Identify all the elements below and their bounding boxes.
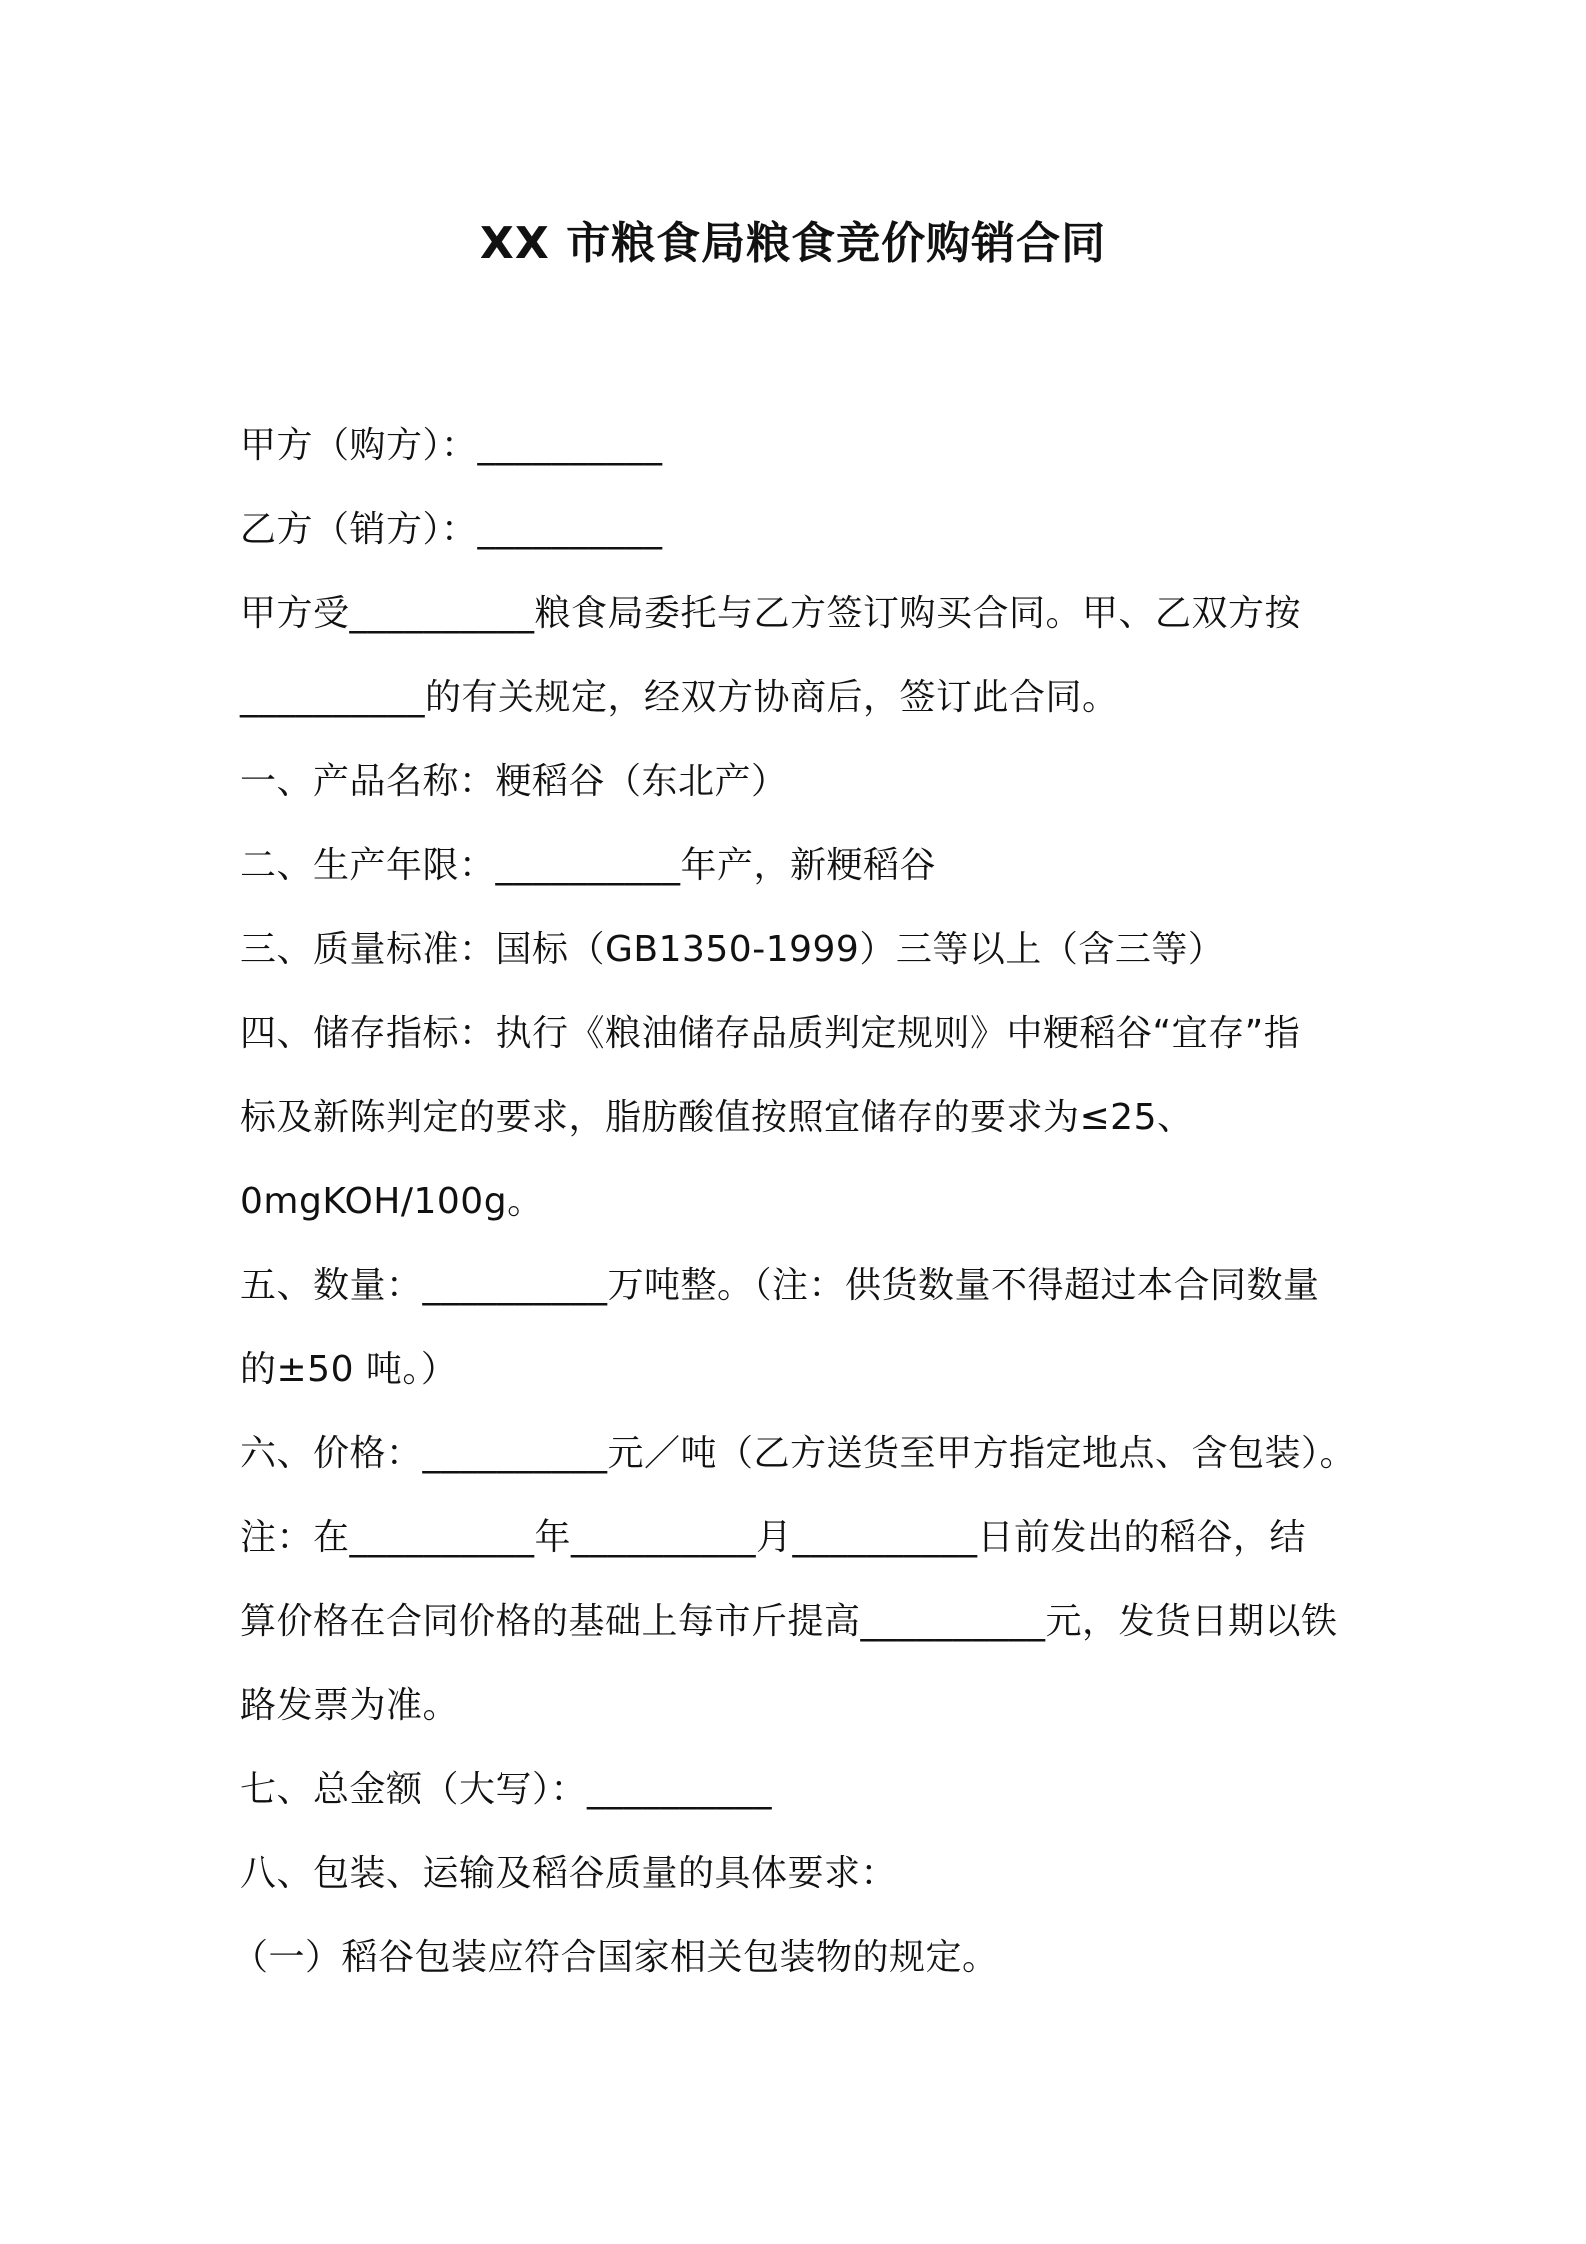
- preamble-line-1: 甲方受__________粮食局委托与乙方签订购买合同。甲、乙双方按: [240, 593, 1302, 634]
- clause-storage-line-1: 四、储存指标：执行《粮油储存品质判定规则》中粳稻谷“宜存”指: [240, 1013, 1301, 1054]
- clause-packaging-heading: 八、包装、运输及稻谷质量的具体要求：: [240, 1853, 898, 1894]
- price-note-line-2: 算价格在合同价格的基础上每市斤提高__________元，发货日期以铁: [240, 1601, 1338, 1642]
- preamble-line-2: __________的有关规定，经双方协商后，签订此合同。: [240, 677, 1119, 718]
- price-note-line-3: 路发票为准。: [240, 1685, 460, 1726]
- clause-storage-line-2: 标及新陈判定的要求，脂肪酸值按照宜储存的要求为≤25、: [240, 1097, 1194, 1138]
- clause-quality-standard: 三、质量标准：国标（GB1350-1999）三等以上（含三等）: [240, 929, 1225, 970]
- clause-storage-line-3: 0mgKOH/100g。: [240, 1181, 544, 1222]
- price-note-line-1: 注：在__________年__________月__________日前发出的稻谷，结: [240, 1517, 1307, 1558]
- clause-packaging-item-1: （一）稻谷包装应符合国家相关包装物的规定。: [232, 1937, 999, 1978]
- clause-total-amount: 七、总金额（大写）：__________: [240, 1769, 773, 1810]
- clause-quantity-line-2: 的±50 吨。）: [240, 1349, 458, 1390]
- clause-production-year: 二、生产年限：__________年产，新粳稻谷: [240, 845, 937, 886]
- document-title: XX 市粮食局粮食竞价购销合同: [479, 218, 1107, 269]
- party-b-line: 乙方（销方）：__________: [240, 509, 663, 550]
- clause-quantity-line-1: 五、数量：__________万吨整。（注：供货数量不得超过本合同数量: [240, 1265, 1320, 1306]
- clause-product-name: 一、产品名称：粳稻谷（东北产）: [240, 761, 788, 802]
- party-a-line: 甲方（购方）：__________: [240, 425, 663, 466]
- document-body: [232, 404, 1400, 2000]
- clause-price: 六、价格：__________元／吨（乙方送货至甲方指定地点、含包装）。: [240, 1433, 1357, 1474]
